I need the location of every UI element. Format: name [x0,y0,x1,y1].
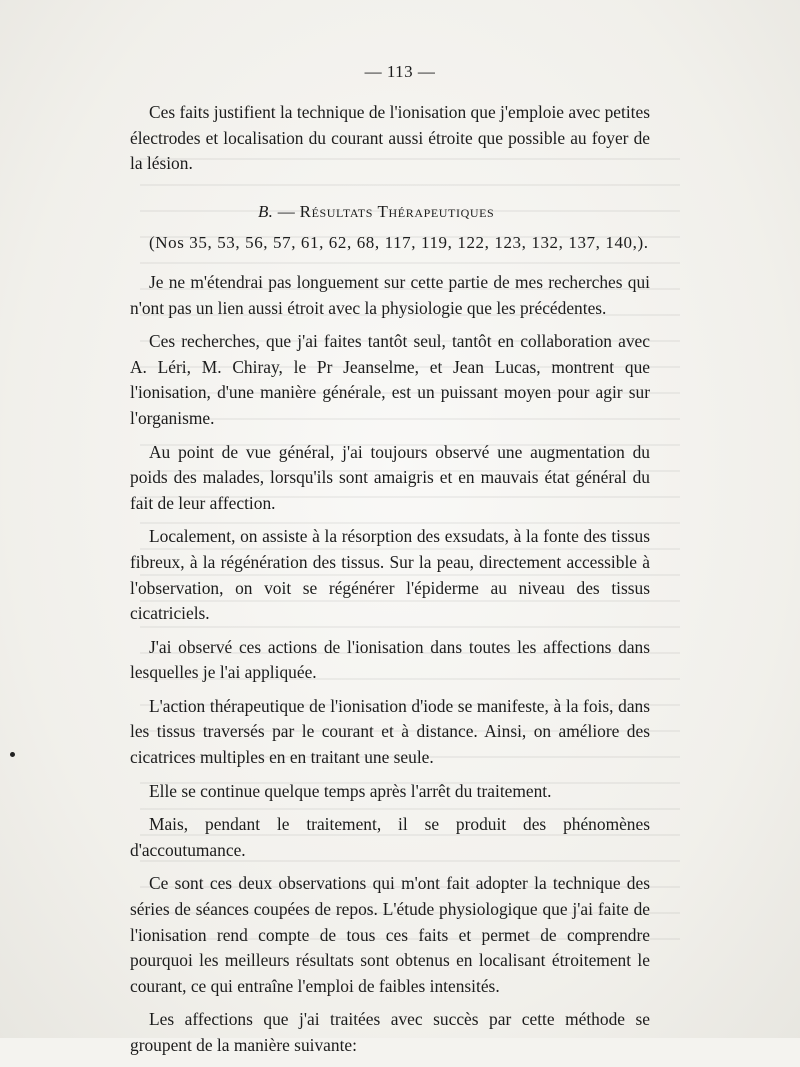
body-text [130,100,650,1067]
paragraph-1: Ces faits justifient la technique de l'ionisation que j'emploie avec petites électrodes et localisation du courant aussi étroite que possible au foyer de la lésion. [130,102,650,174]
section-letter: B. [258,201,274,221]
paragraph-6: J'ai observé ces actions de l'ionisation dans toutes les affections dans lesquelles je l'ai appliquée. [130,636,650,683]
page-number: — 113 — [364,62,436,81]
reference-numbers: (Nos 35, 53, 56, 57, 61, 62, 68, 117, 119, 122, 123, 132, 137, 140,). [149,233,649,253]
margin-mark [10,752,15,757]
section-dash: — [273,201,300,221]
paragraph-8: Elle se continue quelque temps après l'arrêt du traitement. [149,780,552,801]
section-title: Résultats Thérapeutiques [299,201,495,221]
paragraph-4: Au point de vue général, j'ai toujours observé une augmentation du poids des malades, lorsqu'ils sont amaigris et en mauvais état général du fait de leur affection. [130,441,650,513]
paragraph-7: L'action thérapeutique de l'ionisation d'iode se manifeste, à la fois, dans les tissus traversés par le courant et à distance. Ainsi, on améliore des cicatrices multiples en en traitant une seule. [130,695,650,768]
paragraph-9: Mais, pendant le traitement, il se produit des phénomènes d'accoutumance. [130,814,650,860]
paragraph-2: Je ne m'étendrai pas longuement sur cette partie de mes recherches qui n'ont pas un lien aussi étroit avec la physiologie que les précédentes. [130,271,650,318]
paragraph-3: Ces recherches, que j'ai faites tantôt seul, tantôt en collaboration avec A. Léri, M. Chiray, le Pr Jeanselme, et Jean Lucas, montrent que l'ionisation, d'une manière générale, est un puissant moyen pour agir sur l'organisme. [130,331,650,428]
paragraph-11: Les affections que j'ai traitées avec succès par cette méthode se groupent de la manière suivante: [130,1009,650,1055]
section-heading [130,199,650,225]
paragraph-10: Ce sont ces deux observations qui m'ont fait adopter la technique des séries de séances coupées de repos. L'étude physiologique que j'ai faite de l'ionisation rend compte de tous ces faits et permet de comprendre pourquoi les meilleurs résultats sont obtenus en localisant étroitement le courant, ce qui entraîne l'emploi de faibles intensités. [130,873,650,996]
paragraph-5: Localement, on assiste à la résorption des exsudats, à la fonte des tissus fibreux, à la régénération des tissus. Sur la peau, directement accessible à l'observation, on voit se régénérer l'épiderme au niveau des tissus cicatriciels. [130,526,650,624]
